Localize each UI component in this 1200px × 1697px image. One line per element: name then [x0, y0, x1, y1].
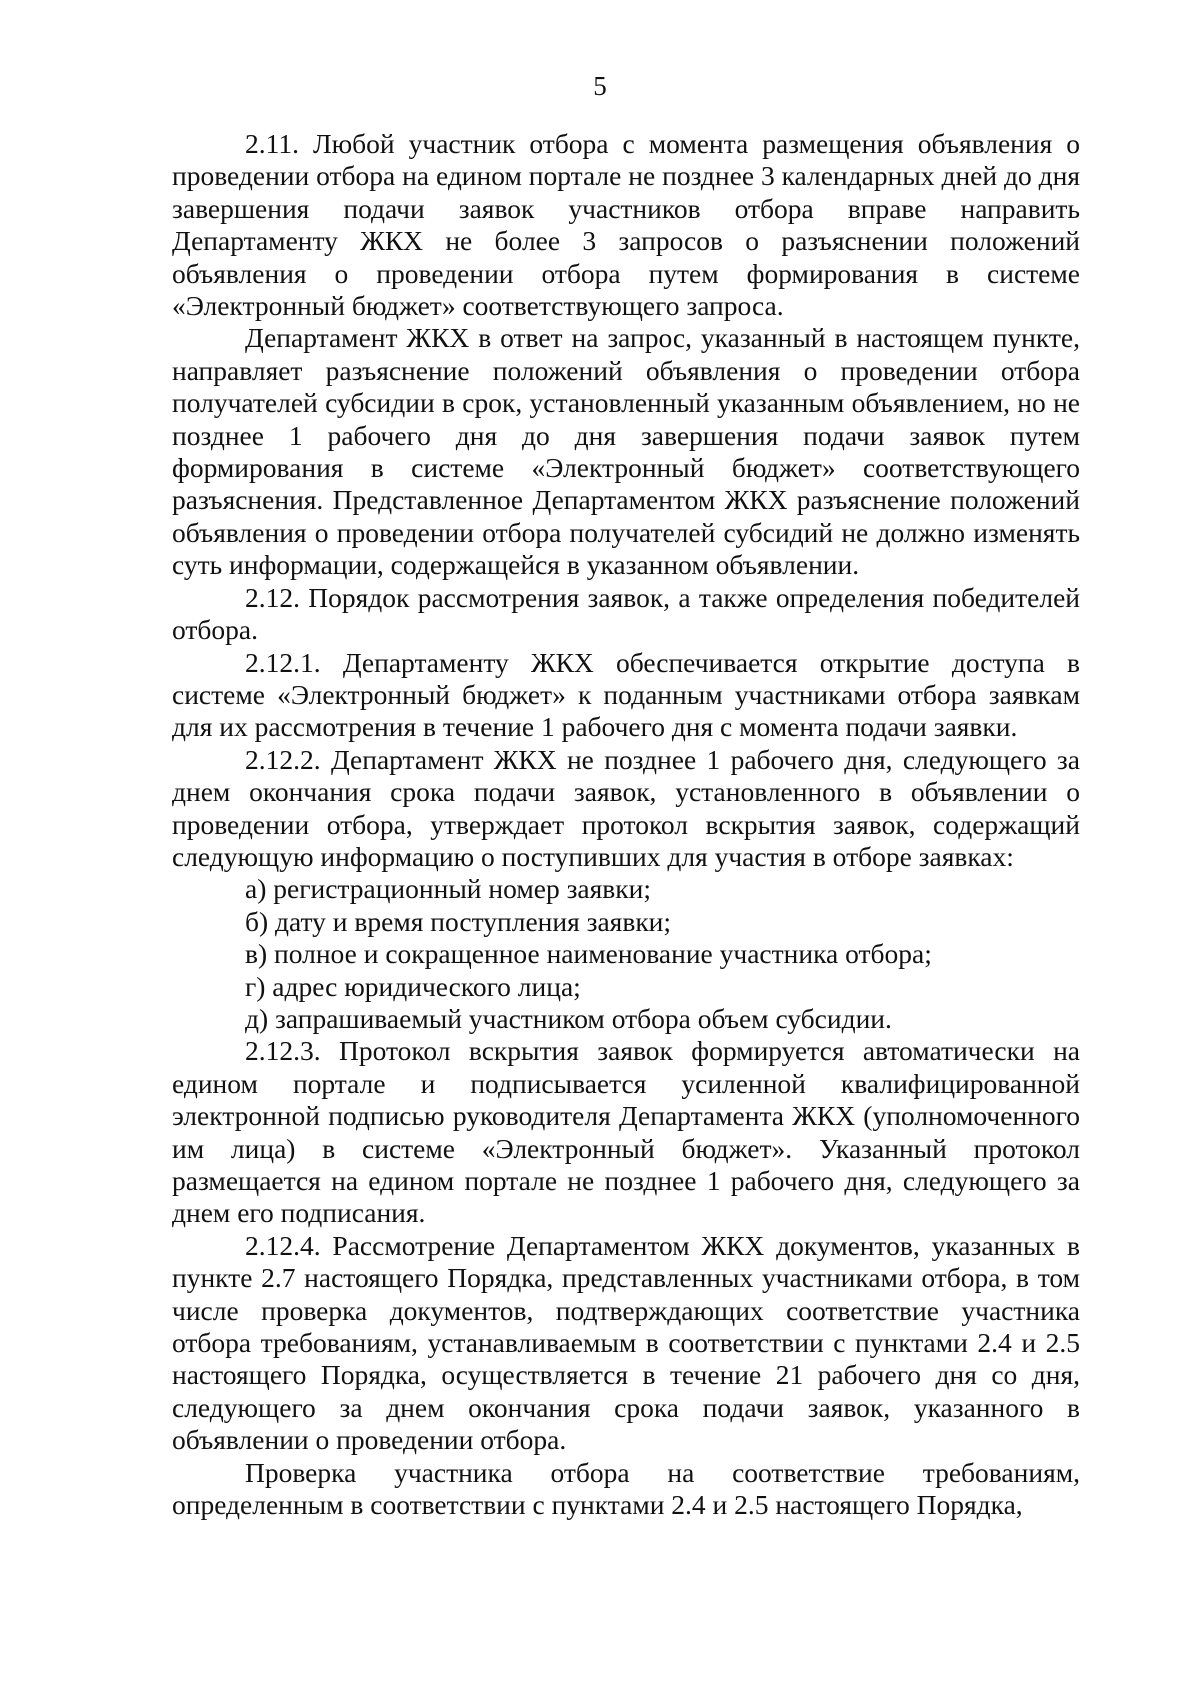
list-item-b: б) дату и время поступления заявки;: [245, 905, 672, 937]
paragraph-clarification-response: Департамент ЖКХ в ответ на запрос, указанный в настоящем пункте, направляет разъяснение положений объявления о проведении отбора получателей субсидии в срок, установленный указанным объявлением, но не позднее 1 рабочего дня до дня завершения подачи заявок путем формирования в системе «Электронный бюджет» соответствующего разъяснения. Представленное Департаментом ЖКХ разъяснение положений объявления о проведении отбора получателей субсидий не должно изменять суть информации, содержащейся в указанном объявлении.: [172, 322, 1080, 581]
paragraph-2-12-3: 2.12.3. Протокол вскрытия заявок формируется автоматически на едином портале и подписывается усиленной квалифицированной электронной подписью руководителя Департамента ЖКХ (уполномоченного им лица) в системе «Электронный бюджет». Указанный протокол размещается на едином портале не позднее 1 рабочего дня, следующего за днем его подписания.: [172, 1035, 1080, 1229]
list-item-a: а) регистрационный номер заявки;: [245, 873, 651, 905]
paragraph-2-12: 2.12. Порядок рассмотрения заявок, а также определения победителей отбора.: [172, 581, 1080, 646]
paragraph-verification: Проверка участника отбора на соответствие требованиям, определенным в соответствии с пунктами 2.4 и 2.5 настоящего Порядка,: [172, 1456, 1080, 1521]
paragraph-2-12-4: 2.12.4. Рассмотрение Департаментом ЖКХ документов, указанных в пункте 2.7 настоящего Порядка, представленных участниками отбора, в том числе проверка документов, подтверждающих соответствие участника отбора требованиям, устанавливаемым в соответствии с пунктами 2.4 и 2.5 настоящего Порядка, осуществляется в течение 21 рабочего дня со дня, следующего за днем окончания срока подачи заявок, указанного в объявлении о проведении отбора.: [172, 1229, 1080, 1456]
paragraph-2-12-2: 2.12.2. Департамент ЖКХ не позднее 1 рабочего дня, следующего за днем окончания срока подачи заявок, установленного в объявлении о проведении отбора, утверждает протокол вскрытия заявок, содержащий следующую информацию о поступивших для участия в отборе заявках:: [172, 743, 1080, 872]
list-item-v: в) полное и сокращенное наименование участника отбора;: [245, 938, 932, 970]
paragraph-2-12-1: 2.12.1. Департаменту ЖКХ обеспечивается открытие доступа в системе «Электронный бюджет» к поданным участниками отбора заявкам для их рассмотрения в течение 1 рабочего дня с момента подачи заявки.: [172, 646, 1080, 743]
list-item-d: д) запрашиваемый участником отбора объем субсидии.: [245, 1002, 892, 1034]
list-item-g: г) адрес юридического лица;: [245, 970, 581, 1002]
paragraph-2-11: 2.11. Любой участник отбора с момента размещения объявления о проведении отбора на едином портале не позднее 3 календарных дней до дня завершения подачи заявок участников отбора вправе направить Департаменту ЖКХ не более 3 запросов о разъяснении положений объявления о проведении отбора путем формирования в системе «Электронный бюджет» соответствующего запроса.: [172, 128, 1080, 322]
document-body: [172, 128, 1080, 1521]
page-number: 5: [593, 71, 607, 101]
